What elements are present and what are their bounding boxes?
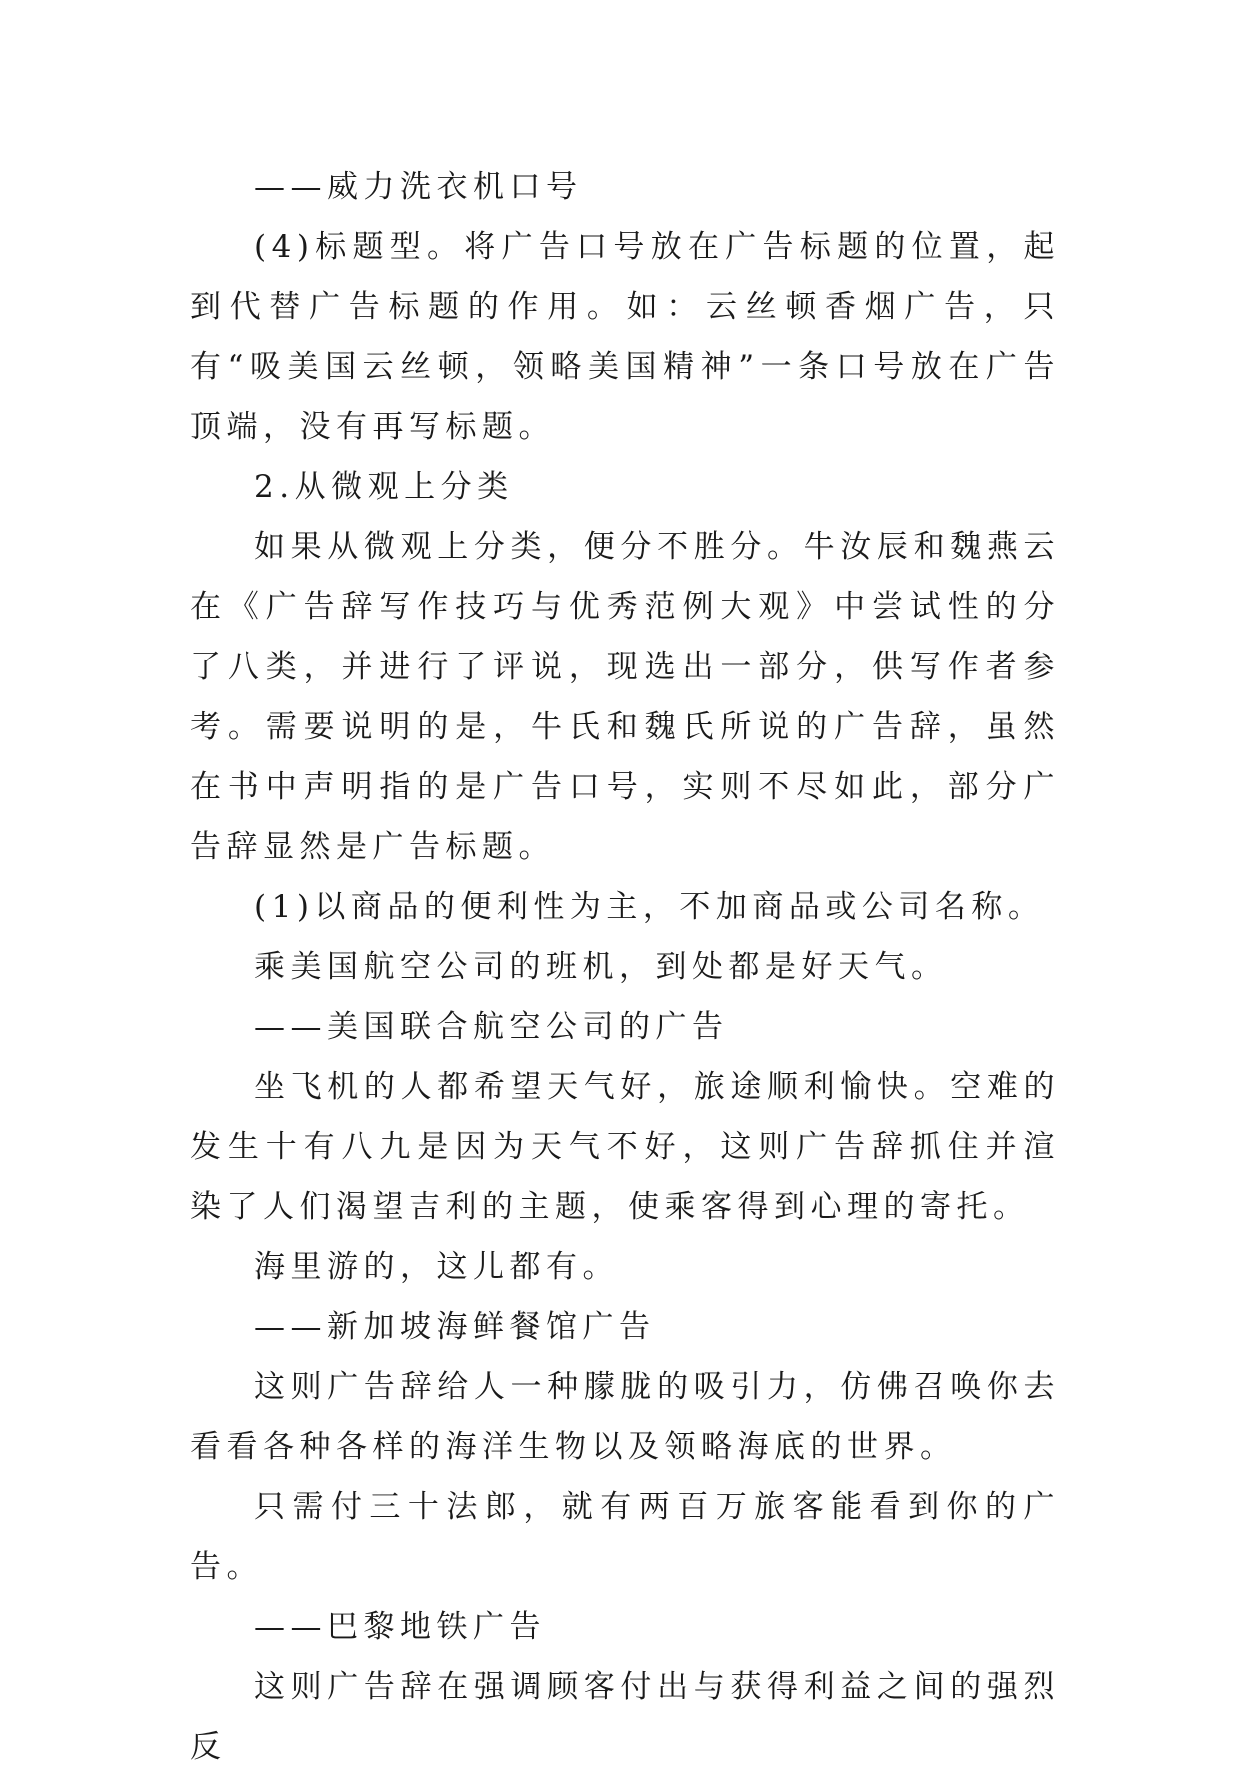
paragraph-micro-intro: 如果从微观上分类，便分不胜分。牛汝辰和魏燕云在《广告辞写作技巧与优秀范例大观》中尝试性的分了八类，并进行了评说，现选出一部分，供写作者参考。需要说明的是，牛氏和魏氏所说的广告辞，虽然在书中声明指的是广告口号，实则不尽如此，部分广告辞显然是广告标题。 [190,529,1060,865]
document-body [190,157,1060,1777]
attribution-airline: ——美国联合航空公司的广告 [254,1009,729,1045]
paragraph-headline-type: (4)标题型。将广告口号放在广告标题的位置，起到代替广告标题的作用。如：云丝顿香烟广告，只有“吸美国云丝顿，领略美国精神”一条口号放在广告顶端，没有再写标题。 [190,229,1060,445]
example-airline: 乘美国航空公司的班机，到处都是好天气。 [254,949,948,985]
commentary-metro: 这则广告辞在强调顾客付出与获得利益之间的强烈反 [190,1669,1060,1765]
attribution-metro: ——巴黎地铁广告 [254,1609,546,1645]
example-seafood: 海里游的，这儿都有。 [254,1249,619,1285]
section-heading-micro: 2.从微观上分类 [254,469,514,505]
example-metro: 只需付三十法郎，就有两百万旅客能看到你的广告。 [190,1489,1060,1585]
commentary-airline: 坐飞机的人都希望天气好，旅途顺利愉快。空难的发生十有八九是因为天气不好，这则广告辞抓住并渲染了人们渴望吉利的主题，使乘客得到心理的寄托。 [190,1069,1060,1225]
list-item-1: (1)以商品的便利性为主，不加商品或公司名称。 [254,889,1045,925]
attribution-seafood: ——新加坡海鲜餐馆广告 [254,1309,656,1345]
commentary-seafood: 这则广告辞给人一种朦胧的吸引力，仿佛召唤你去看看各种各样的海洋生物以及领略海底的世界。 [190,1369,1060,1465]
attribution-weili: ——威力洗衣机口号 [254,169,583,205]
